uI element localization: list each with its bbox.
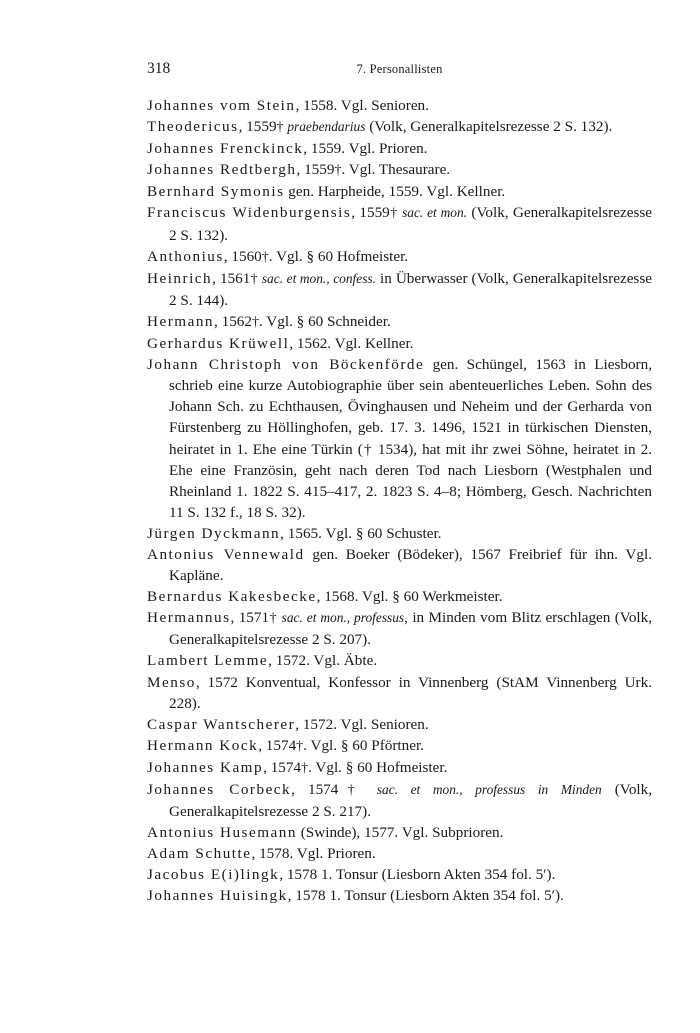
entry-name: Heinrich: [147, 269, 213, 287]
list-item: [147, 138, 652, 159]
entry-date: , 1559: [351, 204, 390, 222]
entry-list: [147, 95, 652, 907]
list-item: [147, 333, 652, 354]
entry-name: Antonius Husemann: [147, 824, 297, 842]
death-mark: †: [389, 206, 398, 222]
death-mark: †: [250, 271, 258, 287]
entry-name: Bernardus Kakesbecke: [147, 588, 317, 606]
list-item: [147, 354, 652, 523]
entry-text: (Volk, Generalkapitelsrezesse 2 S. 132).: [169, 204, 653, 244]
list-item: [147, 268, 652, 311]
entry-name: Hermann: [147, 312, 215, 330]
entry-date: , 1559: [296, 161, 335, 179]
list-item: [147, 159, 652, 181]
entry-date: , 1561: [212, 269, 251, 287]
entry-text: . Vgl. § 60 Hofmeister.: [308, 758, 448, 776]
list-item: [147, 202, 652, 245]
list-item: [147, 523, 652, 544]
entry-name: Anthonius: [147, 247, 224, 265]
entry-name: Lambert Lemme: [147, 652, 269, 670]
entry-name: Hermann Kock: [147, 736, 259, 754]
entry-date: , 1559: [238, 118, 277, 136]
death-mark: †: [261, 249, 269, 265]
entry-abbreviation: sac. et mon.: [402, 205, 468, 221]
entry-name: Adam Schutte: [147, 845, 252, 863]
entry-text: in Überwasser (Volk, Generalkapitelsrezesse 2 S. 144).: [169, 269, 652, 309]
list-item: [147, 885, 652, 906]
entry-text: gen. Boeker (Bödeker), 1567 Freibrief für ihn. Vgl. Kapläne.: [169, 545, 652, 585]
list-item: [147, 181, 652, 202]
entry-name: Jürgen Dyckmann: [147, 524, 281, 542]
list-item: [147, 586, 652, 607]
entry-abbreviation: sac. et mon., confess.: [261, 270, 376, 286]
entry-text: , 1572. Vgl. Äbte.: [268, 652, 378, 670]
death-mark: †: [301, 760, 309, 776]
entry-date: , 1574: [291, 781, 339, 798]
list-item: [147, 735, 652, 757]
entry-text: . Vgl. § 60 Pförtner.: [303, 736, 424, 754]
death-mark: †: [251, 314, 259, 330]
entry-name: Jacobus E(i)lingk: [147, 866, 280, 884]
page-number: 318: [147, 60, 171, 77]
list-item: [147, 650, 652, 671]
entry-name: Johannes Kamp: [147, 758, 264, 776]
death-mark: †: [276, 120, 284, 136]
entry-date: , 1562: [214, 312, 252, 330]
entry-name: Bernhard Symonis: [147, 183, 285, 201]
entry-text: . Vgl. § 60 Schneider.: [258, 312, 391, 330]
entry-name: Menso: [147, 673, 196, 691]
entry-name: Johannes Frenckinck: [147, 140, 304, 158]
entry-text: , 1578 1. Tonsur (Liesborn Akten 354 fol. 5′).: [279, 866, 556, 884]
entry-name: Franciscus Widenburgensis: [147, 204, 352, 222]
entry-name: Johannes Redtbergh: [147, 161, 297, 179]
entry-text: , 1562. Vgl. Kellner.: [289, 335, 414, 353]
entry-name: Johannes Huisingk: [147, 887, 288, 905]
page-header: [147, 60, 652, 82]
entry-text: , 1572 Konventual, Konfessor in Vinnenberg (StAM Vinnenberg Urk. 228).: [169, 673, 652, 712]
death-mark: †: [269, 611, 278, 627]
entry-text: , in Minden vom Blitz erschlagen (Volk, Generalkapitelsrezesse 2 S. 207).: [169, 609, 653, 649]
entry-text: (Volk, Generalkapitelsrezesse 2 S. 217).: [169, 781, 653, 821]
list-item: [147, 116, 652, 138]
entry-name: Hermannus: [147, 609, 231, 627]
entry-name: Johannes Corbeck: [147, 781, 292, 798]
entry-abbreviation: praebendarius: [287, 119, 366, 135]
entry-abbreviation: sac. et mon., professus in Minden: [376, 782, 602, 797]
entry-text: , 1565. Vgl. § 60 Schuster.: [280, 524, 442, 542]
entry-text: , 1568. Vgl. § 60 Werkmeister.: [316, 588, 503, 606]
entry-text: , 1572. Vgl. Senioren.: [295, 715, 429, 733]
entry-abbreviation: sac. et mon., professus: [281, 610, 405, 626]
entry-date: , 1571: [230, 609, 270, 627]
list-item: [147, 95, 652, 116]
entry-text: , 1578 1. Tonsur (Liesborn Akten 354 fol. 5′).: [287, 887, 564, 905]
entry-name: Gerhardus Krüwell: [147, 335, 290, 353]
entry-name: Antonius Vennewald: [147, 545, 305, 563]
entry-text: . Vgl. Thesaurare.: [341, 161, 451, 179]
entry-date: , 1574: [258, 736, 297, 754]
entry-name: Caspar Wantscherer: [147, 715, 296, 733]
entry-name: Johannes vom Stein: [147, 97, 296, 114]
running-head: 7. Personallisten: [356, 62, 443, 76]
list-item: [147, 311, 652, 333]
list-item: [147, 714, 652, 735]
entry-name: Theodericus: [147, 118, 239, 136]
entry-date: , 1574: [263, 758, 302, 776]
list-item: [147, 822, 652, 843]
death-mark: †: [296, 738, 304, 754]
list-item: [147, 544, 652, 586]
entry-text: (Swinde), 1577. Vgl. Subprioren.: [296, 824, 504, 842]
list-item: [147, 672, 652, 714]
list-item: [147, 607, 652, 650]
list-item: [147, 779, 652, 822]
death-mark: †: [334, 163, 342, 179]
entry-text: gen. Harpheide, 1559. Vgl. Kellner.: [284, 183, 506, 201]
entry-name: Johann Christoph von Böckenförde: [147, 356, 425, 374]
entry-text: . Vgl. § 60 Hofmeister.: [268, 247, 409, 265]
list-item: [147, 246, 652, 268]
list-item: [147, 864, 652, 885]
entry-text: , 1559. Vgl. Prioren.: [303, 140, 428, 158]
list-item: [147, 757, 652, 779]
entry-date: , 1560: [223, 247, 262, 265]
entry-text: , 1578. Vgl. Prioren.: [251, 845, 376, 863]
list-item: [147, 843, 652, 864]
entry-text: (Volk, Generalkapitelsrezesse 2 S. 132).: [365, 118, 613, 136]
entry-text: , 1558. Vgl. Senioren.: [295, 97, 429, 114]
death-mark: †: [338, 783, 364, 798]
entry-text: gen. Schüngel, 1563 in Liesborn, schrieb eine kurze Autobiographie über sein abenteuerliches Leben. Sohn des Johann Sch. zu Echthausen, Övinghausen und Neheim und der Gerharda von Fürstenberg zu Höllinghofen, geb. 17. 3. 1496, 1521 in türkischen Diensten, heiratet in 1. Ehe eine Türkin († 1534), hat mit ihr zwei Söhne, heiratet in 2. Ehe eine Französin, geht nach deren Tod nach Liesborn (Westphalen und Rheinland 1. 1822 S. 415–417, 2. 1823 S. 4–8; Hömberg, Gesch. Nachrichten 11 S. 132 f., 18 S. 32).: [169, 356, 652, 521]
